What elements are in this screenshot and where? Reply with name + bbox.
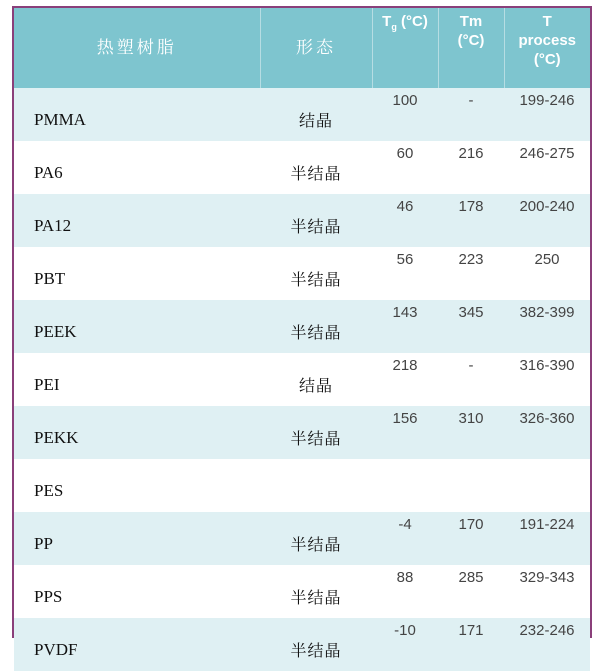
tg-cell	[372, 459, 438, 512]
form-cell: 半结晶	[290, 535, 342, 554]
table-row	[14, 353, 590, 406]
tm-cell: 170	[458, 516, 484, 533]
table-row	[14, 459, 590, 512]
table-row	[14, 194, 590, 247]
resin-name-cell: PES	[34, 480, 64, 500]
table-row	[14, 565, 590, 618]
tm-cell	[438, 459, 504, 512]
tg-cell: 88	[396, 569, 414, 586]
tm-cell: 310	[458, 410, 484, 427]
table-header-row	[14, 8, 590, 88]
resin-name-cell: PA12	[34, 215, 72, 235]
table-row	[14, 618, 590, 671]
header-form: 形态	[260, 8, 372, 88]
tprocess-cell: 382-399	[519, 304, 575, 321]
tprocess-cell: 199-246	[519, 92, 575, 109]
tprocess-cell: 200-240	[519, 198, 575, 215]
tprocess-cell: 250	[534, 251, 560, 268]
tg-cell: -10	[394, 622, 416, 639]
form-cell: 结晶	[298, 111, 333, 130]
tg-cell: 156	[392, 410, 418, 427]
form-cell: 半结晶	[290, 641, 342, 660]
header-tg: $T_g$ (°C)	[372, 8, 438, 88]
resin-table-frame	[12, 6, 592, 660]
tm-cell: 216	[458, 145, 484, 162]
table-row	[14, 300, 590, 353]
tprocess-cell: 246-275	[519, 145, 575, 162]
form-cell	[260, 459, 372, 512]
tg-cell: -4	[398, 516, 412, 533]
tm-cell: 223	[458, 251, 484, 268]
tm-cell: 285	[458, 569, 484, 586]
resin-name-cell: PMMA	[34, 109, 86, 129]
resin-name-cell: PEEK	[34, 321, 77, 341]
tg-cell: 143	[392, 304, 418, 321]
form-cell: 半结晶	[290, 217, 342, 236]
tprocess-cell: 316-390	[519, 357, 575, 374]
tprocess-cell: 326-360	[519, 410, 575, 427]
header-tprocess: T process (°C)	[518, 13, 577, 68]
table-row	[14, 406, 590, 459]
tg-cell: 218	[392, 357, 418, 374]
form-cell: 结晶	[298, 376, 333, 395]
tm-cell: 178	[458, 198, 484, 215]
header-resin: 热塑树脂	[14, 8, 260, 88]
resin-name-cell: PP	[34, 533, 53, 553]
tprocess-cell: 232-246	[519, 622, 575, 639]
resin-table	[14, 8, 590, 671]
table-row	[14, 247, 590, 300]
tm-cell: 345	[458, 304, 484, 321]
resin-name-cell: PEI	[34, 374, 60, 394]
tg-cell: 100	[392, 92, 418, 109]
form-cell: 半结晶	[290, 323, 342, 342]
form-cell: 半结晶	[290, 164, 342, 183]
tprocess-cell	[504, 459, 590, 512]
header-tm: Tm (°C)	[438, 8, 504, 88]
tg-cell: 60	[396, 145, 414, 162]
resin-name-cell: PEKK	[34, 427, 79, 447]
resin-name-cell: PA6	[34, 162, 63, 182]
table-row	[14, 512, 590, 565]
tm-cell: -	[468, 357, 474, 374]
tprocess-cell: 191-224	[519, 516, 575, 533]
tprocess-cell: 329-343	[519, 569, 575, 586]
resin-name-cell: PBT	[34, 268, 66, 288]
tg-cell: 56	[396, 251, 414, 268]
tg-cell: 46	[396, 198, 414, 215]
form-cell: 半结晶	[290, 588, 342, 607]
form-cell: 半结晶	[290, 429, 342, 448]
form-cell: 半结晶	[290, 270, 342, 289]
tm-cell: 171	[458, 622, 484, 639]
tm-cell: -	[468, 92, 474, 109]
table-row	[14, 141, 590, 194]
resin-name-cell: PVDF	[34, 639, 78, 659]
resin-name-cell: PPS	[34, 586, 63, 606]
table-row	[14, 88, 590, 141]
